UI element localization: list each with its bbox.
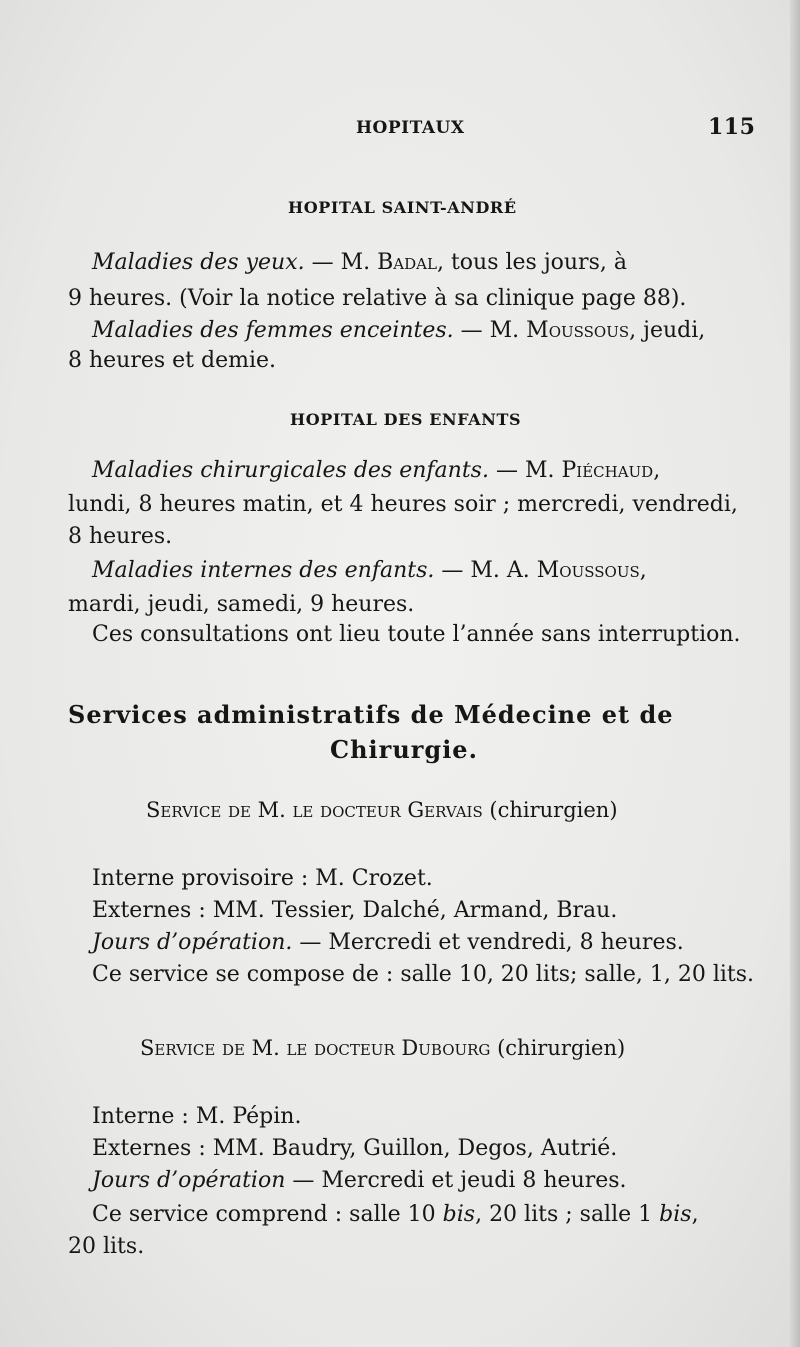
- enfants-line-6: Ces consultations ont lieu toute l’année sans interruption.: [92, 622, 741, 647]
- text: , tous les jours, à: [436, 250, 627, 275]
- gervais-interne: Interne provisoire : M. Crozet.: [92, 866, 433, 891]
- page-number: 115: [708, 114, 756, 140]
- service-heading-dubourg: [140, 1036, 625, 1060]
- gervais-externes: Externes : MM. Tessier, Dalché, Armand, Brau.: [92, 898, 618, 923]
- doctor-name: Piéchaud: [561, 458, 654, 483]
- saint-andre-line-3: [92, 318, 705, 344]
- text: , jeudi,: [629, 318, 706, 343]
- service-specialty: (chirurgien): [482, 798, 618, 822]
- text: — M.: [304, 250, 378, 275]
- services-title-line-1: Services administratifs de Médecine et de: [68, 700, 674, 729]
- dubourg-composition: [92, 1202, 699, 1228]
- clinic-name: Maladies chirurgicales des enfants.: [92, 458, 489, 483]
- text: — M.: [488, 458, 562, 483]
- saint-andre-line-1: [92, 250, 627, 276]
- service-specialty: (chirurgien): [490, 1036, 626, 1060]
- page-edge: [790, 0, 800, 1347]
- label: Jours d’opération: [92, 1168, 286, 1193]
- text: bis: [442, 1202, 476, 1227]
- text: bis: [659, 1202, 692, 1227]
- text: — Mercredi et vendredi, 8 heures.: [292, 930, 684, 955]
- text: — M.: [453, 318, 527, 343]
- clinic-name: Maladies des yeux.: [92, 250, 305, 275]
- text: ,: [691, 1202, 699, 1227]
- saint-andre-line-2: 9 heures. (Voir la notice relative à sa clinique page 88).: [68, 286, 687, 311]
- service-heading-label: Service de M. le docteur Gervais: [146, 798, 483, 822]
- clinic-name: Maladies internes des enfants.: [92, 558, 435, 583]
- doctor-name: Moussous: [526, 318, 630, 343]
- running-header-title: HOPITAUX: [356, 118, 465, 138]
- service-heading-label: Service de M. le docteur Dubourg: [140, 1036, 491, 1060]
- text: Ce service comprend : salle 10: [92, 1202, 443, 1227]
- gervais-composition: Ce service se compose de : salle 10, 20 lits; salle, 1, 20 lits.: [92, 962, 755, 987]
- dubourg-operations: [92, 1168, 627, 1194]
- doctor-name: Badal: [377, 250, 437, 275]
- service-heading-gervais: [146, 798, 618, 822]
- enfants-line-3: 8 heures.: [68, 524, 173, 549]
- dubourg-composition-cont: 20 lits.: [68, 1234, 145, 1259]
- enfants-line-5: mardi, jeudi, samedi, 9 heures.: [68, 592, 415, 617]
- clinic-name: Maladies des femmes enceintes.: [92, 318, 454, 343]
- section-heading-saint-andre: HOPITAL SAINT-ANDRÉ: [288, 198, 517, 217]
- label: Jours d’opération.: [92, 930, 293, 955]
- text: ,: [639, 558, 647, 583]
- enfants-line-2: lundi, 8 heures matin, et 4 heures soir ; mercredi, vendredi,: [68, 492, 738, 517]
- text: — M. A.: [434, 558, 537, 583]
- dubourg-externes: Externes : MM. Baudry, Guillon, Degos, Autrié.: [92, 1136, 618, 1161]
- enfants-line-4: [92, 558, 647, 584]
- services-title-line-2: Chirurgie.: [330, 735, 478, 764]
- gervais-operations: [92, 930, 684, 956]
- dubourg-interne: Interne : M. Pépin.: [92, 1104, 302, 1129]
- section-heading-enfants: HOPITAL DES ENFANTS: [290, 410, 522, 429]
- enfants-line-1: [92, 458, 660, 484]
- doctor-name: Moussous: [536, 558, 640, 583]
- text: ,: [653, 458, 661, 483]
- text: — Mercredi et jeudi 8 heures.: [285, 1168, 627, 1193]
- text: , 20 lits ; salle 1: [475, 1202, 660, 1227]
- saint-andre-line-4: 8 heures et demie.: [68, 348, 277, 373]
